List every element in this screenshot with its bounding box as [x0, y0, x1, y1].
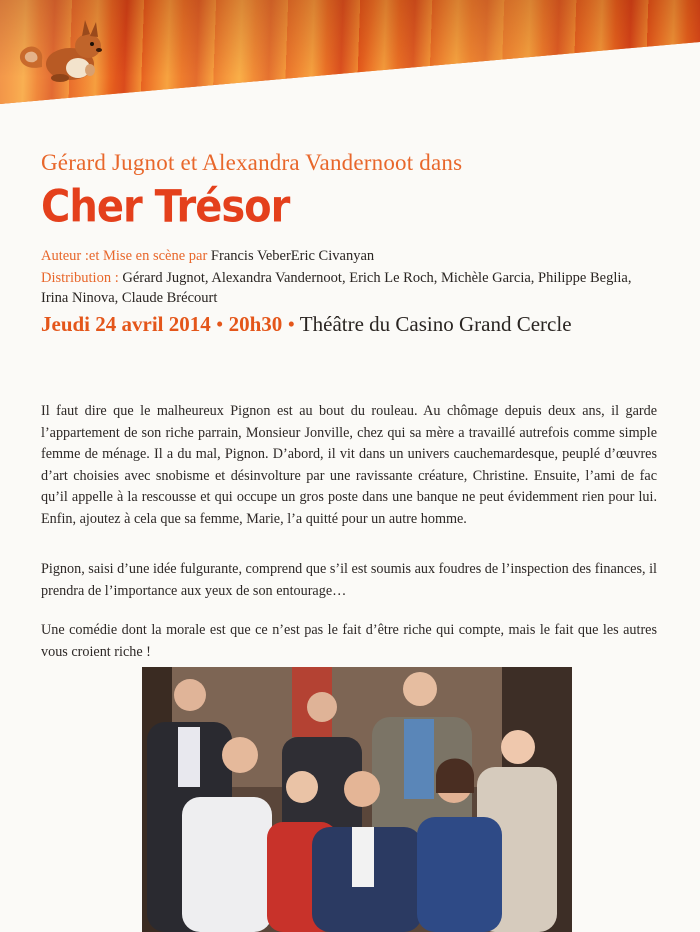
credits-cast: [41, 268, 661, 308]
event-date: Jeudi 24 avril 2014: [41, 312, 211, 336]
cast-label: Distribution :: [41, 270, 119, 286]
cast-value: Gérard Jugnot, Alexandra Vandernoot, Erich Le Roch, Michèle Garcia, Philippe Beglia, Irina Ninova, Claude Brécourt: [41, 270, 632, 306]
synopsis-paragraph-1: Il faut dire que le malheureux Pignon est au bout du rouleau. Au chômage depuis deux ans, il garde l’appartement de son riche parrain, Monsieur Jonville, chez qui sa mère a travaillé autrefois comme simple femme de ménage. Il a du mal, Pignon. D’abord, il vit dans un univers cauchemardesque, peuplé d’œuvres d’art choisies avec snobisme et désinvolture par une ravissante créature, Christine. Ensuite, l’ami de fac qu’il appelle à la rescousse et qui occupe un gros poste dans une banque ne peut évidemment rien pour lui. Enfin, ajoutez à cela que sa femme, Marie, l’a quitté pour un autre homme.: [41, 403, 657, 527]
cast-photo: [142, 667, 572, 932]
squirrel-logo: [12, 12, 108, 86]
event-dateline: [41, 312, 572, 337]
author-label: Auteur :et Mise en scène par: [41, 248, 208, 264]
synopsis-paragraph-3: Une comédie dont la morale est que ce n’est pas le fait d’être riche qui compte, mais le fait que les autres vous croient riche !: [41, 622, 657, 660]
credits-author: [41, 246, 661, 266]
intro-line: Gérard Jugnot et Alexandra Vandernoot dans: [41, 150, 463, 175]
event-venue: Théâtre du Casino Grand Cercle: [299, 312, 572, 336]
separator: •: [287, 312, 295, 336]
synopsis-paragraph-2: Pignon, saisi d’une idée fulgurante, comprend que s’il est soumis aux foudres de l’inspection des finances, il prendra de l’importance aux yeux de son entourage…: [41, 561, 657, 599]
separator: •: [216, 312, 224, 336]
author-value: Francis VeberEric Civanyan: [210, 248, 375, 264]
event-time: 20h30: [228, 312, 283, 336]
show-title: Cher Trésor: [41, 181, 290, 233]
